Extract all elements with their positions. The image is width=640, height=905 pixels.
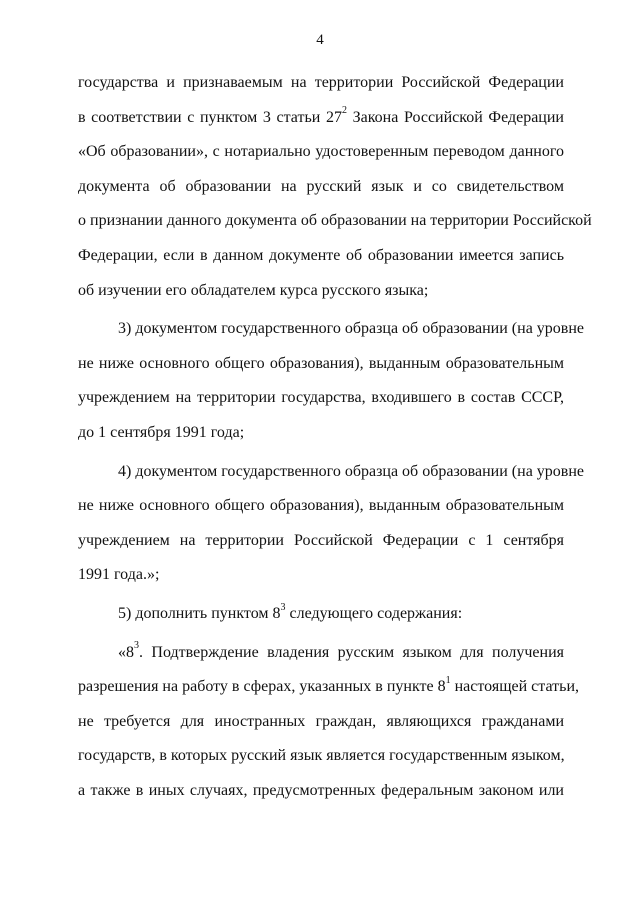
text-line: Федерации, если в данном документе об образовании имеется запись [78, 246, 564, 264]
text-segment: настоящей статьи, [450, 678, 580, 696]
text-segment: 5) дополнить пунктом 8 [118, 604, 281, 622]
text-line: а также в иных случаях, предусмотренных федеральным законом или [78, 781, 564, 799]
superscript: 2 [341, 105, 347, 117]
superscript: 3 [134, 640, 139, 652]
text-line: государств, в которых русский язык является государственным языком, [78, 747, 565, 765]
page-number: 4 [316, 32, 324, 48]
superscript: 3 [280, 601, 286, 613]
text-line: не ниже основного общего образования), выданным образовательным [78, 497, 564, 515]
text-segment: Закона Российской Федерации [346, 108, 564, 126]
text-line: документа об образовании на русский язык и со свидетельством [78, 177, 564, 195]
text-line: «Об образовании», с нотариально удостоверенным переводом данного [78, 143, 564, 161]
superscript: 1 [445, 674, 451, 686]
text-segment: разрешения на работу в сферах, указанных в пункте 8 [78, 678, 446, 696]
text-line [78, 670, 580, 705]
text-line: 1991 года.»; [78, 566, 160, 584]
text-segment: «8 [118, 643, 134, 661]
list-item-5-line [78, 597, 564, 632]
text-line [78, 101, 564, 136]
document-body [78, 66, 592, 808]
paragraph-8-3-line [78, 636, 564, 671]
text-line: об изучении его обладателем курса русского языка; [78, 281, 429, 299]
text-segment: . Подтверждение владения русским языком для получения [139, 643, 564, 661]
text-line: о признании данного документа об образовании на территории Российской [78, 212, 592, 230]
text-line: до 1 сентября 1991 года; [78, 423, 245, 441]
text-line: не требуется для иностранных граждан, являющихся гражданами [78, 712, 564, 730]
text-line: учреждением на территории Российской Федерации с 1 сентября [78, 531, 564, 549]
text-segment: в соответствии с пунктом 3 статьи 27 [78, 108, 342, 126]
text-segment: следующего содержания: [285, 604, 463, 622]
text-line: государства и признаваемым на территории Российской Федерации [78, 74, 564, 91]
text-line: не ниже основного общего образования), выданным образовательным [78, 354, 564, 372]
text-line: учреждением на территории государства, входившего в состав СССР, [78, 389, 564, 407]
list-item-3-line: 3) документом государственного образца об образовании (на уровне [118, 320, 585, 338]
list-item-4-line: 4) документом государственного образца об образовании (на уровне [118, 462, 585, 480]
